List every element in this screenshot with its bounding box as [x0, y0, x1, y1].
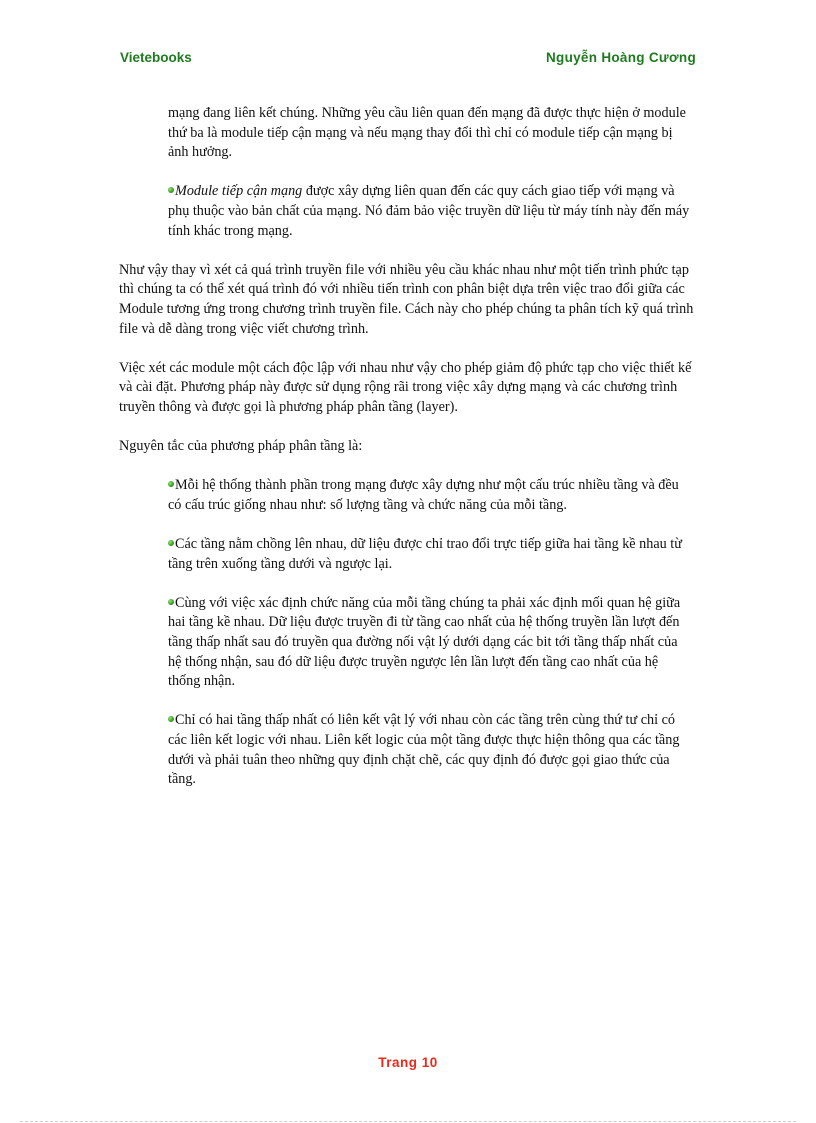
bullet-item-principle-1: [168, 476, 690, 515]
paragraph-layering-method: Việc xét các module một cách độc lập với nhau như vậy cho phép giảm độ phức tạp cho việc thiết kế và cài đặt. Phương pháp này được sử dụng rộng rãi trong việc xây dựng mạng và các chương trình truyền thông và được gọi là phương pháp phân tầng (layer).: [119, 359, 692, 415]
bullet-item-text: Các tầng nằm chồng lên nhau, dữ liệu được chỉ trao đổi trực tiếp giữa hai tầng kề nhau từ tầng trên xuống tầng dưới và ngược lại.: [168, 536, 682, 572]
bullet-item-text: Cùng với việc xác định chức năng của mỗi tầng chúng ta phải xác định mối quan hệ giữa hai tầng kề nhau. Dữ liệu được truyền đi từ tầng cao nhất của hệ thống truyền lần lượt đến tầng thấp nhất sau đó truyền qua đường nối vật lý dưới dạng các bit tới tầng thấp nhất của hệ thống nhận, sau đó dữ liệu được truyền ngược lên lần lượt đến tầng cao nhất của hệ thống nhận.: [168, 594, 681, 690]
page-header: [120, 50, 696, 70]
page-edge-divider: [20, 1121, 796, 1122]
paragraph-network-module-continuation: mạng đang liên kết chúng. Những yêu cầu liên quan đến mạng đã được thực hiện ở module thứ ba là module tiếp cận mạng và nếu mạng thay đổi thì chỉ có module tiếp cận mạng bị ảnh hưởng.: [168, 105, 686, 161]
bullet-item-principle-2: [168, 535, 690, 574]
page-number: Trang 10: [378, 1055, 438, 1070]
bullet-item-principle-3: [168, 594, 690, 692]
bullet-item-text: được xây dựng liên quan đến các quy cách giao tiếp với mạng và phụ thuộc vào bản chất của mạng. Nó đảm bảo việc truyền dữ liệu từ máy tính này đến máy tính khác trong mạng.: [168, 183, 690, 239]
green-bullet-icon: [168, 481, 174, 487]
page-body: [119, 104, 699, 790]
bullet-item-text: Chỉ có hai tầng thấp nhất có liên kết vật lý với nhau còn các tầng trên cùng thứ tư chỉ có các liên kết logic với nhau. Liên kết logic của một tầng được thực hiện thông qua các tầng dưới và phải tuân theo những quy định chặt chẽ, các quy định đó được gọi giao thức của tầng.: [168, 712, 680, 788]
bullet-item-text: Mỗi hệ thống thành phần trong mạng được xây dựng như một cấu trúc nhiều tầng và đều có cấu trúc giống nhau như: số lượng tầng và chức năng của mỗi tầng.: [168, 477, 679, 513]
header-author: Nguyễn Hoàng Cương: [545, 50, 696, 65]
paragraph-file-transfer: Như vậy thay vì xét cả quá trình truyền file với nhiều yêu cầu khác nhau như một tiến trình phức tạp thì chúng ta có thể xét quá trình đó với nhiều tiến trình con phân biệt dựa trên việc trao đổi giữa các Module tương ứng trong chương trình truyền file. Cách này cho phép chúng ta phân tích kỹ quá trình file và dễ dàng trong việc viết chương trình.: [119, 261, 694, 337]
green-bullet-icon: [168, 716, 174, 722]
bullet-item-italic-term: Module tiếp cận mạng: [175, 183, 303, 200]
green-bullet-icon: [168, 540, 174, 546]
header-left-title: Vietebooks: [120, 50, 192, 65]
bullet-item-principle-4: [168, 711, 690, 789]
paragraph-principles-intro: Nguyên tắc của phương pháp phân tầng là:: [119, 438, 363, 455]
bullet-item-network-access-module: [168, 182, 690, 241]
green-bullet-icon: [168, 187, 174, 193]
green-bullet-icon: [168, 599, 174, 605]
